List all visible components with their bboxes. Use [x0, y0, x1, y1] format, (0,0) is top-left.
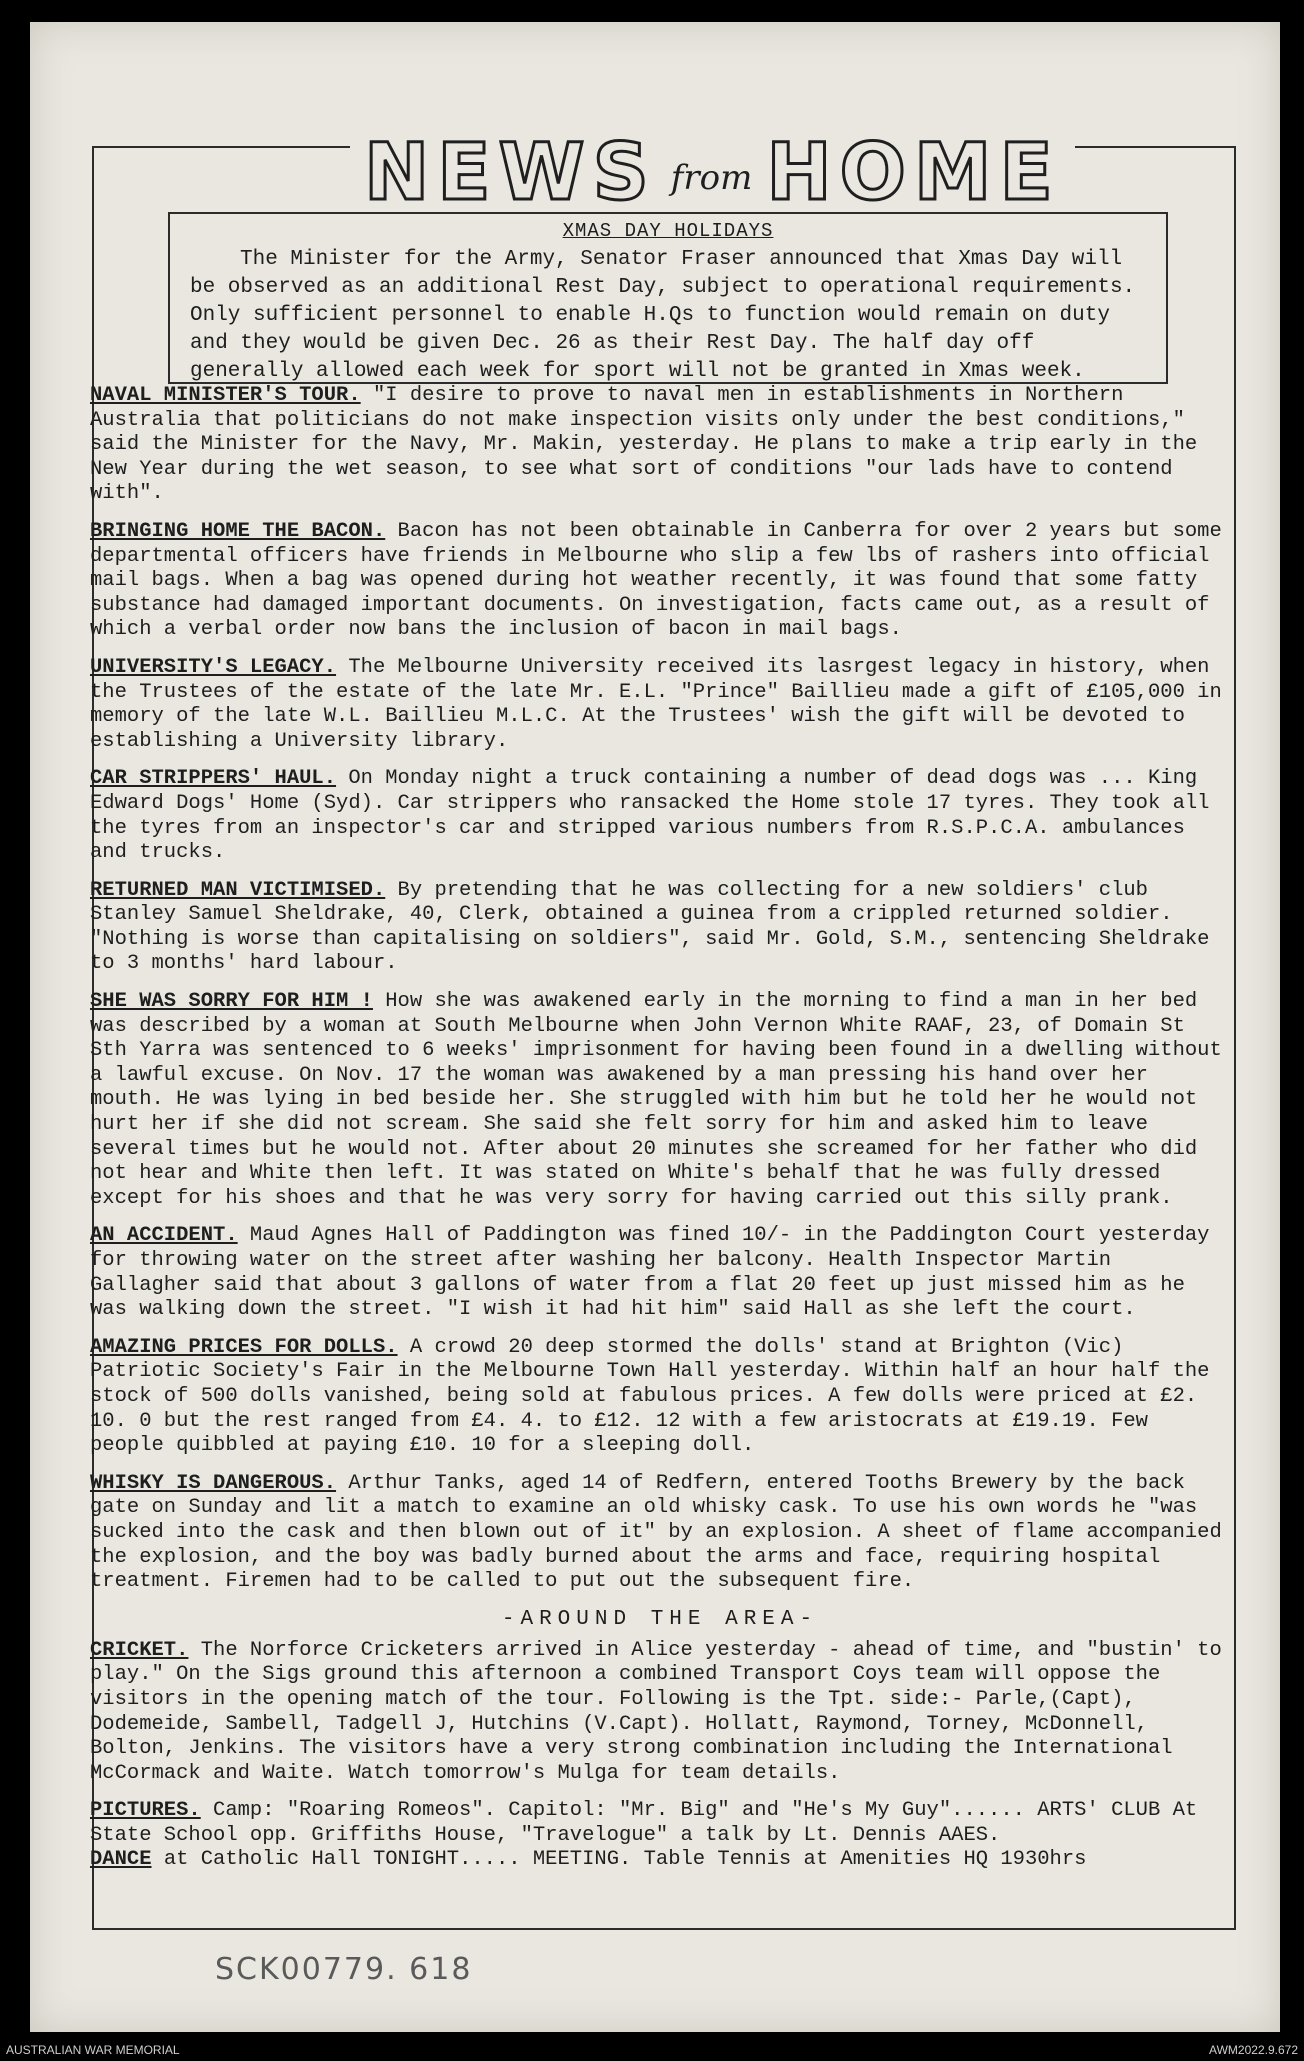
news-item-body: The Melbourne University received its lasrgest legacy in history, when the Trustees of the estate of the late Mr. E.L. "Prince" Baillieu made a gift of £105,000 in memory of the late W.L. Baillieu M.L.C. At the Trustees' wish the gift will be devoted to establishing a University library. — [90, 655, 1222, 753]
news-item-headline: RETURNED MAN VICTIMISED. — [90, 878, 386, 902]
archive-stamp: SCK00779. 618 — [215, 1952, 473, 1987]
document-sheet — [30, 22, 1280, 2032]
footer-institution: AUSTRALIAN WAR MEMORIAL — [6, 2043, 180, 2057]
news-item — [90, 384, 1230, 507]
area-item — [90, 1639, 1230, 1787]
news-item-headline: AN ACCIDENT. — [90, 1224, 238, 1248]
area-item — [90, 1848, 1230, 1873]
news-item — [90, 767, 1230, 865]
news-item — [90, 1472, 1230, 1595]
lead-story-box — [168, 212, 1168, 384]
news-item — [90, 656, 1230, 754]
news-item-body: By pretending that he was collecting for a new soldiers' club Stanley Samuel Sheldrake, 40, Clerk, obtained a guinea from a crippled returned soldier. "Nothing is worse than capitalising on soldiers", said Mr. Gold, S.M., sentencing Sheldrake to 3 months' hard labour. — [90, 878, 1210, 976]
masthead-news: NEWS — [364, 128, 657, 218]
news-item-headline: BRINGING HOME THE BACON. — [90, 519, 386, 543]
news-item — [90, 520, 1230, 643]
news-items — [90, 384, 1230, 1886]
footer-accession-number: AWM2022.9.672 — [1209, 2043, 1298, 2057]
area-item-body: at Catholic Hall TONIGHT..... MEETING. Table Tennis at Amenities HQ 1930hrs — [151, 1848, 1087, 1872]
news-item-headline: AMAZING PRICES FOR DOLLS. — [90, 1335, 398, 1359]
around-the-area-heading: -AROUND THE AREA- — [501, 1607, 819, 1631]
news-item-headline: UNIVERSITY'S LEGACY. — [90, 655, 337, 679]
news-item-body: Bacon has not been obtainable in Canberra for over 2 years but some departmental officers have friends in Melbourne who slip a few lbs of rashers into official mail bags. When a bag was opened during hot weather recently, it was found that some fatty substance had damaged important documents. On investigation, facts came out, as a result of which a verbal order now bans the inclusion of bacon in mail bags. — [90, 519, 1222, 642]
news-item-body: Arthur Tanks, aged 14 of Redfern, entered Tooths Brewery by the back gate on Sunday and lit a match to examine an old whisky cask. To use his own words he "was sucked into the cask and then blown out of it" by an explosion. A sheet of flame accompanied the explosion, and the boy was badly burned about the arms and face, requiring hospital treatment. Firemen had to be called to put out the subsequent fire. — [90, 1471, 1222, 1594]
news-item — [90, 1336, 1230, 1459]
news-item-body: Maud Agnes Hall of Paddington was fined 10/- in the Paddington Court yesterday for throwing water on the street after washing her balcony. Health Inspector Martin Gallagher said that about 3 gallons of water from a flat 20 feet up just missed him as he was walking down the street. "I wish it had hit him" said Hall as she left the court. — [90, 1224, 1210, 1322]
news-item — [90, 990, 1230, 1211]
area-item-headline: PICTURES. — [90, 1799, 201, 1823]
news-item — [90, 879, 1230, 977]
news-item-body: A crowd 20 deep stormed the dolls' stand at Brighton (Vic) Patriotic Society's Fair in the Melbourne Town Hall yesterday. Within half an hour half the stock of 500 dolls vanished, being sold at fabulous prices. A few dolls were priced at £2. 10. 0 but the rest ranged from £4. 4. to £12. 12 with a few aristocrats at £19.19. Few people quibbled at paying £10. 10 for a sleeping doll. — [90, 1335, 1210, 1458]
area-item-body: Camp: "Roaring Romeos". Capitol: "Mr. Big" and "He's My Guy"...... ARTS' CLUB At State School opp. Griffiths House, "Travelogue" a talk by Lt. Dennis AAES. — [90, 1799, 1198, 1847]
area-item-body: The Norforce Cricketers arrived in Alice yesterday - ahead of time, and "bustin' to play." On the Sigs ground this afternoon a combined Transport Coys team will oppose the visitors in the opening match of the tour. Following is the Tpt. side:- Parle,(Capt), Dodemeide, Sambell, Tadgell J, Hutchins (V.Capt). Hollatt, Raymond, Torney, McDonnell, Bolton, Jenkins. The visitors have a very strong combination including the International McCormack and Waite. Watch tomorrow's Mulga for team details. — [90, 1638, 1222, 1785]
masthead — [350, 122, 1075, 218]
lead-story-title: XMAS DAY HOLIDAYS — [562, 220, 774, 242]
masthead-from: from — [670, 158, 753, 198]
area-item-headline: DANCE — [90, 1848, 152, 1872]
area-item-headline: CRICKET. — [90, 1638, 189, 1662]
news-item-body: How she was awakened early in the morning to find a man in her bed was described by a woman at South Melbourne when John Vernon White RAAF, 23, of Domain St Sth Yarra was sentenced to 6 weeks' imprisonment for having been found in a dwelling without a lawful excuse. On Nov. 17 the woman was awakened by a man pressing his hand over her mouth. He was lying in bed beside her. She struggled with him but he told her he would not hurt her if she did not scream. She said she felt sorry for him and asked him to leave several times but he would not. After about 20 minutes she screamed for her father who did not hear and White then left. It was stated on White's behalf that he was fully dressed except for his shoes and that he was very sorry for having carried out this silly prank. — [90, 990, 1222, 1210]
news-item-headline: NAVAL MINISTER'S TOUR. — [90, 384, 361, 407]
masthead-home: HOME — [766, 128, 1061, 218]
archive-footer — [0, 2039, 1304, 2061]
lead-story-body: The Minister for the Army, Senator Fraser announced that Xmas Day will be observed as an additional Rest Day, subject to operational requirements. Only sufficient personnel to enable H.Qs to function would remain on duty and they would be given Dec. 26 as their Rest Day. The half day off generally allowed each week for sport will not be granted in Xmas week. — [190, 248, 1136, 383]
area-item — [90, 1799, 1230, 1848]
news-item-body: On Monday night a truck containing a number of dead dogs was ... King Edward Dogs' Home (Syd). Car strippers who ransacked the Home stole 17 tyres. They took all the tyres from an inspector's car and stripped various numbers from R.S.P.C.A. ambulances and trucks. — [90, 767, 1210, 865]
news-item-body: "I desire to prove to naval men in establishments in Northern Australia that politicians do not make inspection visits only under the best conditions," said the Minister for the Navy, Mr. Makin, yesterday. He plans to make a trip early in the New Year during the wet season, to see what sort of conditions "our lads have to contend with". — [90, 384, 1198, 506]
news-item-headline: WHISKY IS DANGEROUS. — [90, 1471, 337, 1495]
news-item-headline: CAR STRIPPERS' HAUL. — [90, 767, 337, 791]
news-item-headline: SHE WAS SORRY FOR HIM ! — [90, 990, 373, 1014]
news-item — [90, 1224, 1230, 1322]
